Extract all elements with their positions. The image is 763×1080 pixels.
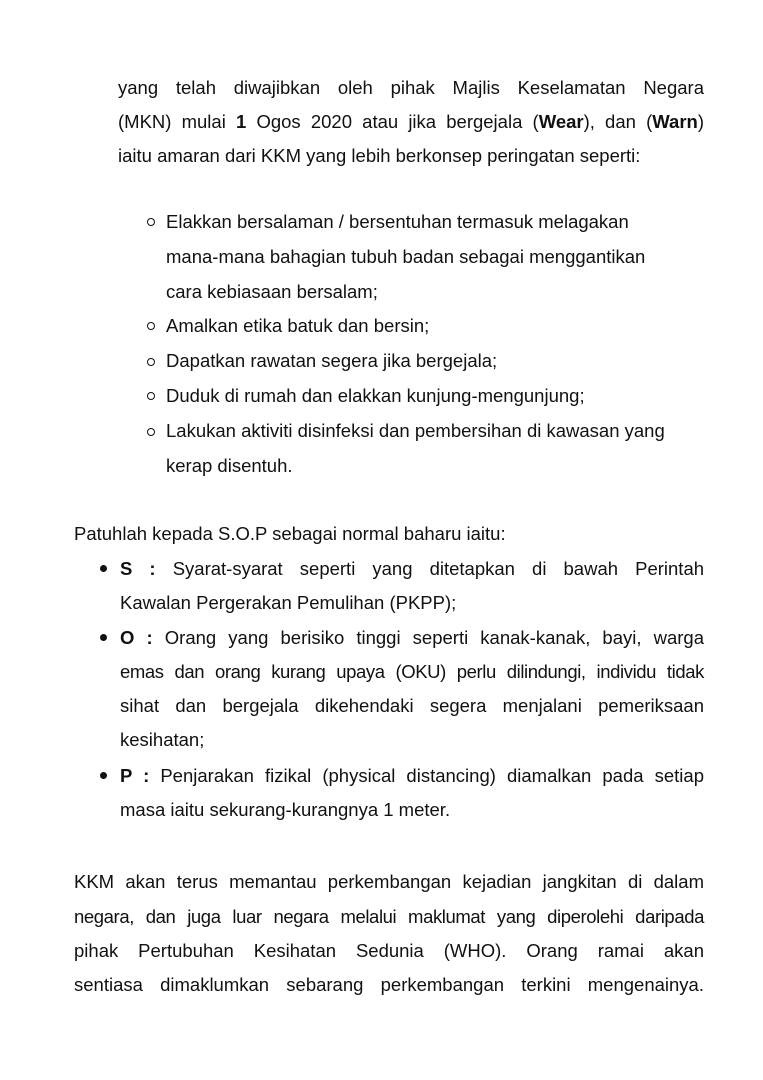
circle-bullet-icon (147, 358, 155, 366)
sop-letter: O : (120, 627, 153, 648)
list-item-text: Elakkan bersalaman / bersentuhan termasuk melagakan (166, 211, 629, 232)
text-span: Orang yang berisiko tinggi seperti kanak-kanak, bayi, warga (164, 627, 704, 648)
closing-line: negara, dan juga luar negara melalui maklumat yang diperolehi daripada (74, 906, 704, 927)
list-item-text: emas dan orang kurang upaya (OKU) perlu dilindungi, individu tidak (120, 661, 704, 682)
text-span: (MKN) mulai (118, 111, 236, 132)
sop-letter: P : (120, 765, 150, 786)
circle-bullet-icon (147, 392, 155, 400)
list-item-text: kerap disentuh. (166, 455, 293, 476)
text-span: ), dan ( (583, 111, 653, 132)
closing-line: KKM akan terus memantau perkembangan kejadian jangkitan di dalam (74, 871, 704, 892)
dot-bullet-icon (100, 565, 107, 572)
list-item-text: sihat dan bergejala dikehendaki segera menjalani pemeriksaan (120, 695, 704, 716)
list-item-text (120, 764, 704, 788)
dot-bullet-icon (100, 634, 107, 641)
list-item-text: Amalkan etika batuk dan bersin; (166, 315, 430, 336)
closing-line: sentiasa dimaklumkan sebarang perkembangan terkini mengenainya. (74, 974, 704, 995)
circle-bullet-icon (147, 428, 155, 436)
sop-intro: Patuhlah kepada S.O.P sebagai normal baharu iaitu: (74, 523, 506, 544)
text-span: ) (697, 111, 705, 132)
bold-warn: Warn (652, 111, 698, 132)
list-item-text: Lakukan aktiviti disinfeksi dan pembersihan di kawasan yang (166, 420, 665, 441)
list-item-text: Dapatkan rawatan segera jika bergejala; (166, 350, 498, 371)
bold-wear: Wear (538, 111, 584, 132)
list-item-text (120, 557, 704, 581)
circle-bullet-icon (147, 322, 155, 330)
intro-line: yang telah diwajibkan oleh pihak Majlis Keselamatan Negara (118, 77, 704, 98)
list-item-text: masa iaitu sekurang-kurangnya 1 meter. (120, 799, 451, 820)
list-item-text: Duduk di rumah dan elakkan kunjung-mengunjung; (166, 385, 585, 406)
text-span: Penjarakan fizikal (physical distancing) diamalkan pada setiap (160, 765, 704, 786)
closing-line: pihak Pertubuhan Kesihatan Sedunia (WHO). Orang ramai akan (74, 940, 704, 961)
sop-letter: S : (120, 558, 156, 579)
intro-line (118, 110, 704, 134)
text-span: Syarat-syarat seperti yang ditetapkan di bawah Perintah (172, 558, 705, 579)
circle-bullet-icon (147, 218, 155, 226)
list-item-text: mana-mana bahagian tubuh badan sebagai menggantikan (166, 246, 646, 267)
list-item-text: kesihatan; (120, 729, 205, 750)
dot-bullet-icon (100, 772, 107, 779)
text-span: Ogos 2020 atau jika bergejala ( (246, 111, 539, 132)
list-item-text: cara kebiasaan bersalam; (166, 281, 378, 302)
intro-line: iaitu amaran dari KKM yang lebih berkonsep peringatan seperti: (118, 145, 641, 166)
list-item-text (120, 626, 704, 650)
bold-date: 1 (235, 111, 247, 132)
list-item-text: Kawalan Pergerakan Pemulihan (PKPP); (120, 592, 457, 613)
